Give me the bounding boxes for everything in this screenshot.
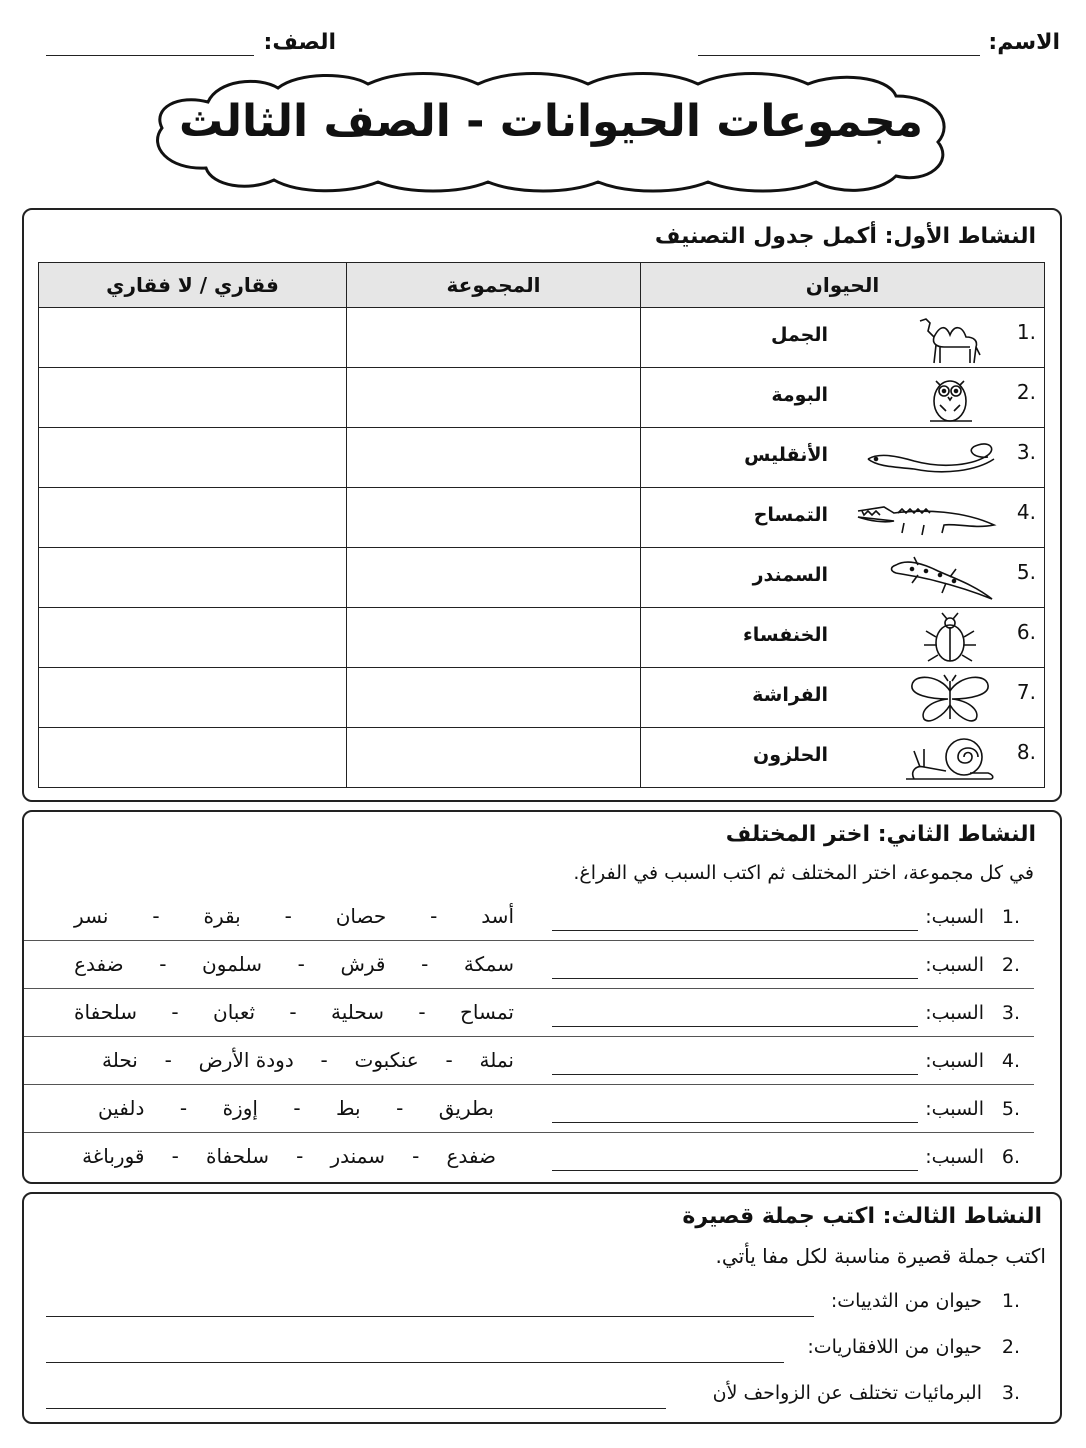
options-list <box>74 952 514 976</box>
dash: - <box>396 1096 404 1120</box>
options-list <box>82 1144 496 1168</box>
col-header-vertebrate: فقاري / لا فقاري <box>39 263 347 308</box>
class-field-line[interactable] <box>46 55 254 56</box>
group-answer-cell[interactable] <box>347 368 641 428</box>
sentence-input-line[interactable] <box>46 1316 814 1317</box>
sentence-input-line[interactable] <box>46 1408 666 1409</box>
row-number: 5. <box>1016 560 1036 584</box>
salamander-icon <box>882 551 1002 605</box>
animal-name: التمساح <box>753 504 828 526</box>
dash: - <box>171 1000 179 1024</box>
page-title: مجموعات الحيوانات - الصف الثالث <box>178 96 924 147</box>
table-row <box>39 548 1045 608</box>
dash: - <box>320 1048 328 1072</box>
dash: - <box>430 904 438 928</box>
row-number: 2. <box>1001 1336 1020 1358</box>
row-number: 6. <box>1016 620 1036 644</box>
row-number: 2. <box>1016 380 1036 404</box>
options-list <box>102 1048 514 1072</box>
vertebrate-answer-cell[interactable] <box>39 728 347 788</box>
crocodile-icon <box>854 491 1004 545</box>
vertebrate-answer-cell[interactable] <box>39 368 347 428</box>
animal-cell <box>641 548 1045 608</box>
reason-label: السبب: <box>925 1050 984 1072</box>
group-answer-cell[interactable] <box>347 728 641 788</box>
option[interactable]: تمساح <box>460 1000 514 1024</box>
odd-one-row <box>24 894 1034 940</box>
row-number: 7. <box>1016 680 1036 704</box>
sentence-row <box>24 1282 1034 1322</box>
vertebrate-answer-cell[interactable] <box>39 428 347 488</box>
owl-icon <box>900 371 1000 425</box>
animal-name: السمندر <box>752 564 828 586</box>
group-answer-cell[interactable] <box>347 548 641 608</box>
vertebrate-answer-cell[interactable] <box>39 668 347 728</box>
dash: - <box>296 1144 304 1168</box>
reason-label: السبب: <box>925 1098 984 1120</box>
dash: - <box>152 904 160 928</box>
animal-cell <box>641 728 1045 788</box>
activity2-instruction: في كل مجموعة، اختر المختلف ثم اكتب السبب في الفراغ. <box>573 862 1034 884</box>
animal-cell <box>641 488 1045 548</box>
dash: - <box>412 1144 420 1168</box>
reason-label: السبب: <box>925 1002 984 1024</box>
row-number: 1. <box>1001 906 1020 928</box>
reason-input-line[interactable] <box>552 930 918 931</box>
option[interactable]: سحلية <box>331 1000 385 1024</box>
row-divider <box>24 940 1034 941</box>
table-row <box>39 668 1045 728</box>
animal-cell <box>641 428 1045 488</box>
odd-one-row <box>24 990 1034 1036</box>
option[interactable]: نسر <box>74 904 109 928</box>
option[interactable]: قورباغة <box>82 1144 145 1168</box>
option[interactable]: نحلة <box>102 1048 138 1072</box>
classification-table <box>38 262 1045 788</box>
dash: - <box>418 1000 426 1024</box>
activity2-title: النشاط الثاني: اختر المختلف <box>725 822 1036 847</box>
beetle-icon <box>900 611 1000 665</box>
reason-label: السبب: <box>925 1146 984 1168</box>
sentence-row <box>24 1374 1034 1414</box>
options-list <box>98 1096 494 1120</box>
table-row <box>39 608 1045 668</box>
vertebrate-answer-cell[interactable] <box>39 608 347 668</box>
row-number: 3. <box>1001 1002 1020 1024</box>
activity1-title: النشاط الأول: أكمل جدول التصنيف <box>654 224 1036 249</box>
options-list <box>74 904 514 928</box>
option[interactable]: بط <box>336 1096 361 1120</box>
group-answer-cell[interactable] <box>347 428 641 488</box>
reason-label: السبب: <box>925 906 984 928</box>
reason-input-line[interactable] <box>552 1026 918 1027</box>
reason-input-line[interactable] <box>552 1074 918 1075</box>
row-number: 5. <box>1001 1098 1020 1120</box>
animal-name: الفراشة <box>752 684 828 706</box>
option[interactable]: سمكة <box>463 952 514 976</box>
animal-cell <box>641 368 1045 428</box>
dash: - <box>293 1096 301 1120</box>
option[interactable]: ضفدع <box>446 1144 496 1168</box>
row-number: 3. <box>1001 1382 1020 1404</box>
option[interactable]: دودة الأرض <box>198 1048 294 1072</box>
option[interactable]: قرش <box>340 952 386 976</box>
reason-input-line[interactable] <box>552 1170 918 1171</box>
name-field-line[interactable] <box>698 55 980 56</box>
dash: - <box>421 952 429 976</box>
vertebrate-answer-cell[interactable] <box>39 548 347 608</box>
animal-cell <box>641 668 1045 728</box>
group-answer-cell[interactable] <box>347 608 641 668</box>
name-label: الاسم: <box>988 30 1060 55</box>
dash: - <box>171 1144 179 1168</box>
dash: - <box>289 1000 297 1024</box>
group-answer-cell[interactable] <box>347 668 641 728</box>
activity3-title: النشاط الثالث: اكتب جملة قصيرة <box>682 1204 1042 1229</box>
option[interactable]: عنكبوت <box>354 1048 419 1072</box>
row-divider <box>24 1084 1034 1085</box>
animal-name: البومة <box>771 384 828 406</box>
option[interactable]: نملة <box>479 1048 514 1072</box>
table-row <box>39 428 1045 488</box>
sentence-prompt: البرمائيات تختلف عن الزواحف لأن <box>712 1382 982 1404</box>
sentence-prompt: حيوان من الثدييات: <box>830 1290 982 1312</box>
group-answer-cell[interactable] <box>347 308 641 368</box>
table-row <box>39 728 1045 788</box>
option[interactable]: سلحفاة <box>74 1000 138 1024</box>
vertebrate-answer-cell[interactable] <box>39 308 347 368</box>
dash: - <box>445 1048 453 1072</box>
butterfly-icon <box>900 671 1000 725</box>
eel-icon <box>864 431 1004 485</box>
odd-one-row <box>24 1086 1034 1132</box>
row-number: 3. <box>1016 440 1036 464</box>
dash: - <box>164 1048 172 1072</box>
animal-name: الحلزون <box>753 744 828 766</box>
animal-cell <box>641 608 1045 668</box>
table-row <box>39 368 1045 428</box>
reason-label: السبب: <box>925 954 984 976</box>
option[interactable]: إوزة <box>222 1096 258 1120</box>
sentence-input-line[interactable] <box>46 1362 784 1363</box>
dash: - <box>159 952 167 976</box>
odd-one-row <box>24 1134 1034 1180</box>
row-number: 1. <box>1016 320 1036 344</box>
option[interactable]: أسد <box>481 904 514 928</box>
reason-input-line[interactable] <box>552 1122 918 1123</box>
option[interactable]: سلمون <box>202 952 263 976</box>
animal-name: الخنفساء <box>743 624 828 646</box>
option[interactable]: بقرة <box>203 904 241 928</box>
row-number: 1. <box>1001 1290 1020 1312</box>
class-label: الصف: <box>263 30 336 55</box>
camel-icon <box>900 311 1000 365</box>
dash: - <box>179 1096 188 1120</box>
option[interactable]: دلفين <box>98 1096 145 1120</box>
dash: - <box>284 904 292 928</box>
animal-name: الجمل <box>770 324 828 346</box>
options-list <box>74 1000 514 1024</box>
option[interactable]: سلحفاة <box>205 1144 269 1168</box>
table-row <box>39 308 1045 368</box>
col-header-animal: الحيوان <box>641 263 1045 308</box>
table-row <box>39 488 1045 548</box>
option[interactable]: سمندر <box>330 1144 385 1168</box>
row-divider <box>24 1036 1034 1037</box>
option[interactable]: حصان <box>335 904 387 928</box>
odd-one-row <box>24 1038 1034 1084</box>
vertebrate-answer-cell[interactable] <box>39 488 347 548</box>
reason-input-line[interactable] <box>552 978 918 979</box>
sentence-row <box>24 1328 1034 1368</box>
row-number: 2. <box>1001 954 1020 976</box>
option[interactable]: بطريق <box>438 1096 494 1120</box>
dash: - <box>297 952 305 976</box>
animal-cell <box>641 308 1045 368</box>
row-number: 8. <box>1016 740 1036 764</box>
animal-name: الأنقليس <box>744 444 828 466</box>
activity3-instruction: اكتب جملة قصيرة مناسبة لكل مفا يأتي. <box>715 1244 1046 1268</box>
sentence-prompt: حيوان من اللافقاريات: <box>807 1336 982 1358</box>
col-header-group: المجموعة <box>347 263 641 308</box>
row-divider <box>24 1132 1034 1133</box>
row-divider <box>24 988 1034 989</box>
row-number: 4. <box>1001 1050 1020 1072</box>
row-number: 6. <box>1001 1146 1020 1168</box>
odd-one-row <box>24 942 1034 988</box>
option[interactable]: ضفدع <box>74 952 124 976</box>
row-number: 4. <box>1016 500 1036 524</box>
group-answer-cell[interactable] <box>347 488 641 548</box>
snail-icon <box>900 731 1000 785</box>
option[interactable]: ثعبان <box>213 1000 256 1024</box>
